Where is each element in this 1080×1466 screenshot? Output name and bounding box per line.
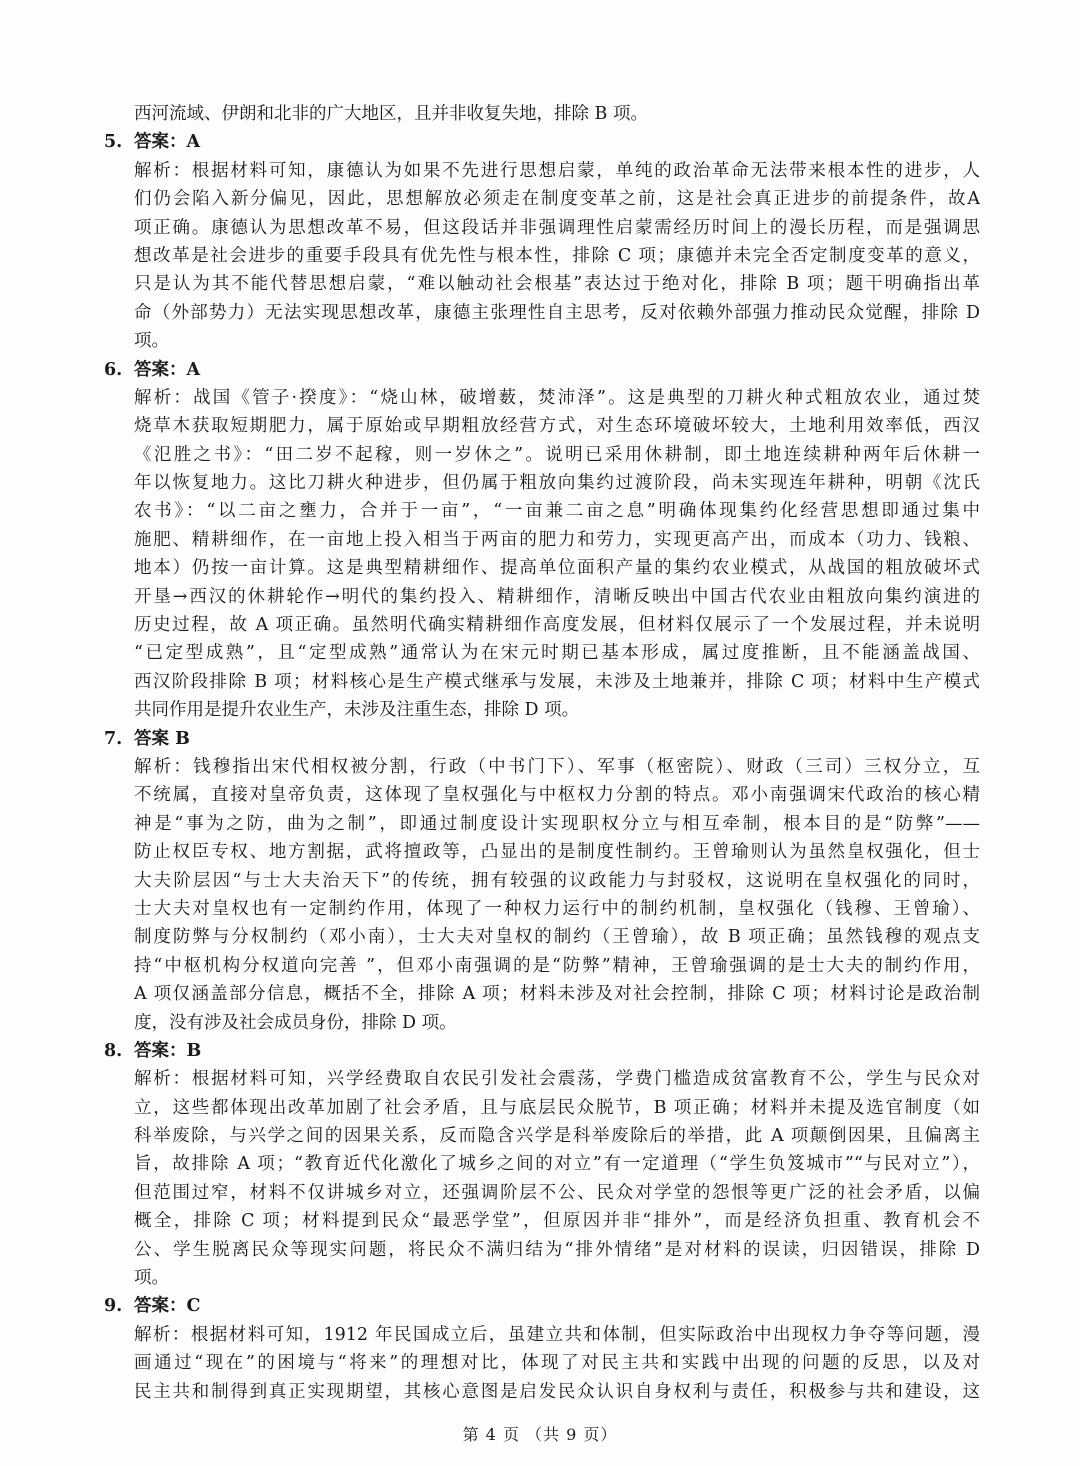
text-line: 神是“事为之防，曲为之制”，即通过制度设计实现职权分立与相互牵制，根本目的是“防弊”——: [134, 813, 980, 834]
text-line: “已定型成熟”，且“定型成熟”通常认为在宋元时期已基本形成，属过度推断，且不能涵盖战国、: [134, 643, 980, 664]
answer-label: 答案：A: [134, 132, 201, 153]
text-line: 解析：钱穆指出宋代相权被分割，行政（中书门下）、军事（枢密院）、财政（三司）三权分立，互: [134, 756, 980, 777]
question-block: [104, 1292, 980, 1406]
text-line: 项。: [134, 331, 169, 352]
text-line: 解析：根据材料可知，1912 年民国成立后，虽建立共和体制，但实际政治中出现权力争夺等问题，漫: [134, 1324, 980, 1345]
text-line: 概全，排除 C 项；材料提到民众“最恶学堂”，但原因并非“排外”，而是经济负担重、教育机会不: [134, 1211, 980, 1232]
question-header: [104, 1292, 980, 1320]
text-line: 民主共和制得到真正实现期望，其核心意图是启发民众认识自身权利与责任，积极参与共和建设，这: [134, 1381, 980, 1402]
text-line: 项。: [134, 1268, 169, 1289]
page-footer: 第 4 页 （共 9 页）: [462, 1425, 618, 1444]
question-number: 5.: [104, 132, 123, 153]
question-number: 9.: [104, 1296, 123, 1317]
question-number: 7.: [104, 728, 123, 749]
text-line: 历史过程，故 A 项正确。虽然明代确实精耕细作高度发展，但材料仅展示了一个发展过程，并未说明: [134, 615, 980, 636]
question-header: [104, 1037, 980, 1065]
answer-label: 答案 B: [134, 728, 190, 749]
text-line: 想改革是社会进步的重要手段具有优先性与根本性，排除 C 项；康德并未完全否定制度变革的意义，: [134, 245, 980, 266]
text-line: 防止权臣专权、地方割据，武将擅政等，凸显出的是制度性制约。王曾瑜则认为虽然皇权强化，但士: [134, 842, 980, 863]
question-block: [104, 128, 980, 355]
answer-label: 答案：A: [134, 359, 201, 380]
text-line: 旨，故排除 A 项；“教育近代化激化了城乡之间的对立”有一定道理（“学生负笈城市”“与民对立”），: [134, 1154, 980, 1175]
question-block: [104, 725, 980, 1037]
text-line: A 项仅涵盖部分信息，概括不全，排除 A 项；材料未涉及对社会控制，排除 C 项；材料讨论是政治制: [134, 984, 980, 1005]
text-line: 解析：根据材料可知，康德认为如果不先进行思想启蒙，单纯的政治革命无法带来根本性的进步，人: [134, 160, 980, 181]
text-line: 大夫阶层因“与士大夫治天下”的传统，拥有较强的议政能力与封驳权，这说明在皇权强化的同时，: [134, 870, 980, 891]
text-line: 年以恢复地力。这比刀耕火种进步，但仍属于粗放向集约过渡阶段，尚未实现连年耕种，明朝《沈氏: [134, 473, 980, 494]
question-block: [104, 1037, 980, 1293]
text-line: 公、学生脱离民众等现实问题，将民众不满归结为“排外情绪”是对材料的误读，归因错误，排除 D: [134, 1239, 980, 1260]
text-line: 们仍会陷入新分偏见，因此，思想解放必须走在制度变革之前，这是社会真正进步的前提条件，故A: [134, 189, 980, 210]
text-line: 农书》：“以二亩之壅力，合并于一亩”，“一亩兼二亩之息”明确体现集约化经营思想即通过集中: [134, 501, 980, 522]
text-line: 烧草木获取短期肥力，属于原始或早期粗放经营方式，对生态环境破坏较大，土地利用效率低，西汉: [134, 416, 980, 437]
text-line: 《氾胜之书》：“田二岁不起稼，则一岁休之”。说明已采用休耕制，即土地连续耕种两年后休耕一: [134, 444, 980, 465]
question-header: [104, 356, 980, 384]
text-line: 只是认为其不能代替思想启蒙，“难以触动社会根基”表达过于绝对化，排除 B 项；题干明确指出革: [134, 274, 980, 295]
text-line: 士大夫对皇权也有一定制约作用，体现了一种权力运行中的制约机制，皇权强化（钱穆、王曾瑜）、: [134, 898, 980, 919]
question-header: [104, 725, 980, 753]
text-line: 度，没有涉及社会成员身份，排除 D 项。: [134, 1012, 457, 1033]
text-line: 共同作用是提升农业生产，未涉及注重生态，排除 D 项。: [134, 700, 580, 721]
text-line: 施肥、精耕细作，在一亩地上投入相当于两亩的肥力和劳力，实现更高产出，而成本（功力、钱粮、: [134, 529, 980, 550]
answer-label: 答案：B: [134, 1040, 202, 1061]
text-line: 解析：根据材料可知，兴学经费取自农民引发社会震荡，学费门槛造成贫富教育不公，学生与民众对: [134, 1069, 980, 1090]
text-line: 项正确。康德认为思想改革不易，但这段话并非强调理性启蒙需经历时间上的漫长历程，而是强调思: [134, 217, 980, 238]
text-line: 立，这些都体现出改革加剧了社会矛盾，且与底层民众脱节，B 项正确；材料并未提及选官制度（如: [134, 1097, 980, 1118]
answer-label: 答案：C: [134, 1296, 201, 1317]
text-line: 开垦→西汉的休耕轮作→明代的集约投入、精耕细作，清晰反映出中国古代农业由粗放向集约演进的: [134, 586, 980, 607]
answer-analysis-content: [104, 100, 980, 1406]
question-number: 6.: [104, 359, 123, 380]
text-line: 西汉阶段排除 B 项；材料核心是生产模式继承与发展，未涉及土地兼并，排除 C 项；材料中生产模式: [134, 671, 980, 692]
text-line: 科举废除，与兴学之间的因果关系，反而隐含兴学是科举废除后的举措，此 A 项颠倒因果，且偏离主: [134, 1126, 980, 1147]
text-line: 制度防弊与分权制约（邓小南），士大夫对皇权的制约（王曾瑜），故 B 项正确；虽然钱穆的观点支: [134, 927, 980, 948]
text-line: 画通过“现在”的困境与“将来”的理想对比，体现了对民主共和实践中出现的问题的反思，以及对: [134, 1353, 980, 1374]
text-line: 命（外部势力）无法实现思想改革，康德主张理性自主思考，反对依赖外部强力推动民众觉醒，排除 D: [134, 302, 980, 323]
text-line: 但范围过窄，材料不仅讲城乡对立，还强调阶层不公、民众对学堂的怨恨等更广泛的社会矛盾，以偏: [134, 1182, 980, 1203]
question-block: [104, 356, 980, 725]
text-line: 不统属，直接对皇帝负责，这体现了皇权强化与中枢权力分割的特点。邓小南强调宋代政治的核心精: [134, 785, 980, 806]
text-line: 持“中枢机构分权道向完善 ”，但邓小南强调的是“防弊”精神，王曾瑜强调的是士大夫的制约作用，: [134, 955, 980, 976]
question-header: [104, 128, 980, 156]
text-line: 西河流域、伊朗和北非的广大地区，且并非收复失地，排除 B 项。: [134, 104, 648, 124]
text-line: 地本）仍按一亩计算。这是典型精耕细作、提高单位面积产量的集约农业模式，从战国的粗放破坏式: [134, 558, 980, 579]
text-line: 解析：战国《管子·揆度》：“烧山林，破增薮，焚沛泽”。这是典型的刀耕火种式粗放农业，通过焚: [134, 387, 980, 408]
question-number: 8.: [104, 1040, 123, 1061]
